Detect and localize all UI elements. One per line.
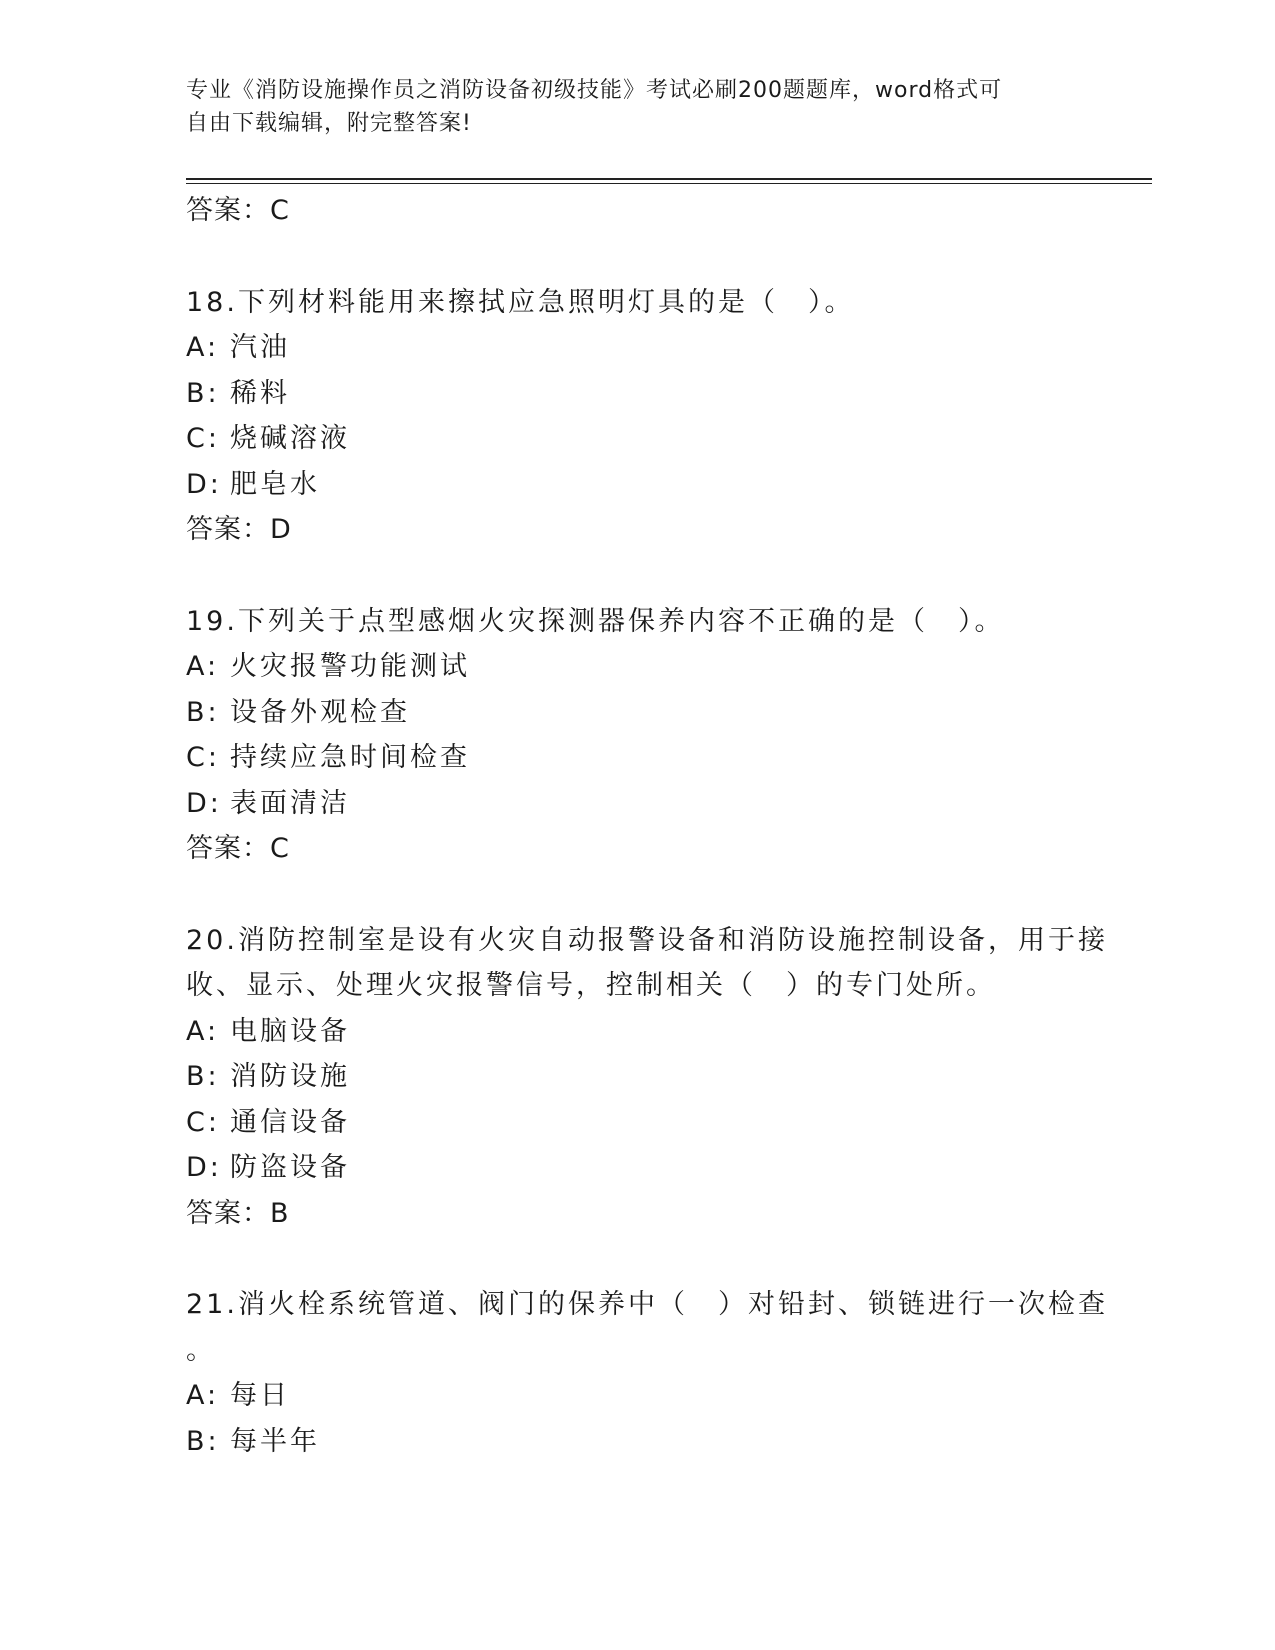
option-letter: B: bbox=[186, 696, 220, 728]
option-text: 消防设施 bbox=[230, 1061, 350, 1092]
option-letter: B: bbox=[186, 377, 220, 409]
question-list bbox=[186, 188, 1108, 1464]
question-stem: 。 bbox=[186, 1334, 216, 1366]
answer-line: 答案：C bbox=[186, 833, 290, 864]
option-text: 防盗设备 bbox=[230, 1152, 350, 1183]
header-divider-thick bbox=[186, 178, 1152, 180]
question-block bbox=[186, 280, 1076, 553]
option-text: 通信设备 bbox=[230, 1106, 350, 1138]
option-text: 火灾报警功能测试 bbox=[230, 651, 470, 682]
option-letter: D: bbox=[186, 1152, 222, 1183]
document-header bbox=[186, 74, 1066, 140]
header-line-1: 专业《消防设施操作员之消防设备初级技能》考试必刷200题题库，word格式可 bbox=[186, 78, 1003, 103]
question-stem: 18.下列材料能用来擦拭应急照明灯具的是（ ）。 bbox=[186, 286, 855, 318]
question-block bbox=[186, 599, 1076, 872]
option-letter: B: bbox=[186, 1425, 220, 1457]
question-spacer bbox=[186, 872, 1076, 918]
question-stem: 19.下列关于点型感烟火灾探测器保养内容不正确的是（ ）。 bbox=[186, 605, 1005, 637]
question-stem: 20.消防控制室是设有火灾自动报警设备和消防设施控制设备，用于接 bbox=[186, 924, 1108, 956]
option-text: 每半年 bbox=[230, 1425, 320, 1457]
option-row bbox=[186, 1100, 1076, 1146]
option-row bbox=[186, 781, 1076, 827]
option-row bbox=[186, 690, 1076, 736]
question-stem: 收、显示、处理火灾报警信号，控制相关（ ）的专门处所。 bbox=[186, 970, 996, 1001]
question-spacer bbox=[186, 553, 1076, 599]
option-letter: B: bbox=[186, 1061, 220, 1092]
previous-answer: 答案：C bbox=[186, 195, 290, 226]
option-row bbox=[186, 644, 1076, 690]
option-letter: C: bbox=[186, 1106, 220, 1138]
option-letter: D: bbox=[186, 468, 222, 500]
header-line-2: 自由下载编辑，附完整答案! bbox=[186, 111, 472, 136]
option-row bbox=[186, 1419, 1076, 1465]
option-row bbox=[186, 1145, 1076, 1191]
option-text: 汽油 bbox=[230, 332, 290, 363]
option-text: 每日 bbox=[230, 1380, 290, 1411]
answer-line: 答案：D bbox=[186, 514, 292, 545]
question-spacer bbox=[186, 234, 1076, 280]
option-text: 持续应急时间检查 bbox=[230, 742, 470, 773]
option-row bbox=[186, 416, 1076, 462]
question-stem: 21.消火栓系统管道、阀门的保养中（ ）对铅封、锁链进行一次检查 bbox=[186, 1289, 1108, 1320]
option-text: 设备外观检查 bbox=[230, 696, 410, 728]
header-divider-thin bbox=[186, 183, 1152, 184]
option-letter: A: bbox=[186, 651, 220, 682]
option-letter: A: bbox=[186, 1380, 220, 1411]
question-block bbox=[186, 918, 1108, 1237]
option-text: 电脑设备 bbox=[230, 1015, 350, 1047]
option-text: 肥皂水 bbox=[230, 468, 320, 500]
option-letter: C: bbox=[186, 742, 220, 773]
option-text: 稀料 bbox=[230, 377, 290, 409]
question-block bbox=[186, 1282, 1108, 1464]
option-text: 烧碱溶液 bbox=[230, 423, 350, 454]
option-row bbox=[186, 1373, 1076, 1419]
question-spacer bbox=[186, 1236, 1076, 1282]
option-text: 表面清洁 bbox=[230, 787, 350, 819]
option-row bbox=[186, 1009, 1076, 1055]
option-row bbox=[186, 371, 1076, 417]
option-letter: D: bbox=[186, 787, 222, 819]
answer-line: 答案：B bbox=[186, 1197, 290, 1229]
option-letter: A: bbox=[186, 1015, 220, 1047]
option-row bbox=[186, 325, 1076, 371]
option-row bbox=[186, 462, 1076, 508]
option-row bbox=[186, 735, 1076, 781]
option-row bbox=[186, 1054, 1076, 1100]
option-letter: C: bbox=[186, 423, 220, 454]
option-letter: A: bbox=[186, 332, 220, 363]
